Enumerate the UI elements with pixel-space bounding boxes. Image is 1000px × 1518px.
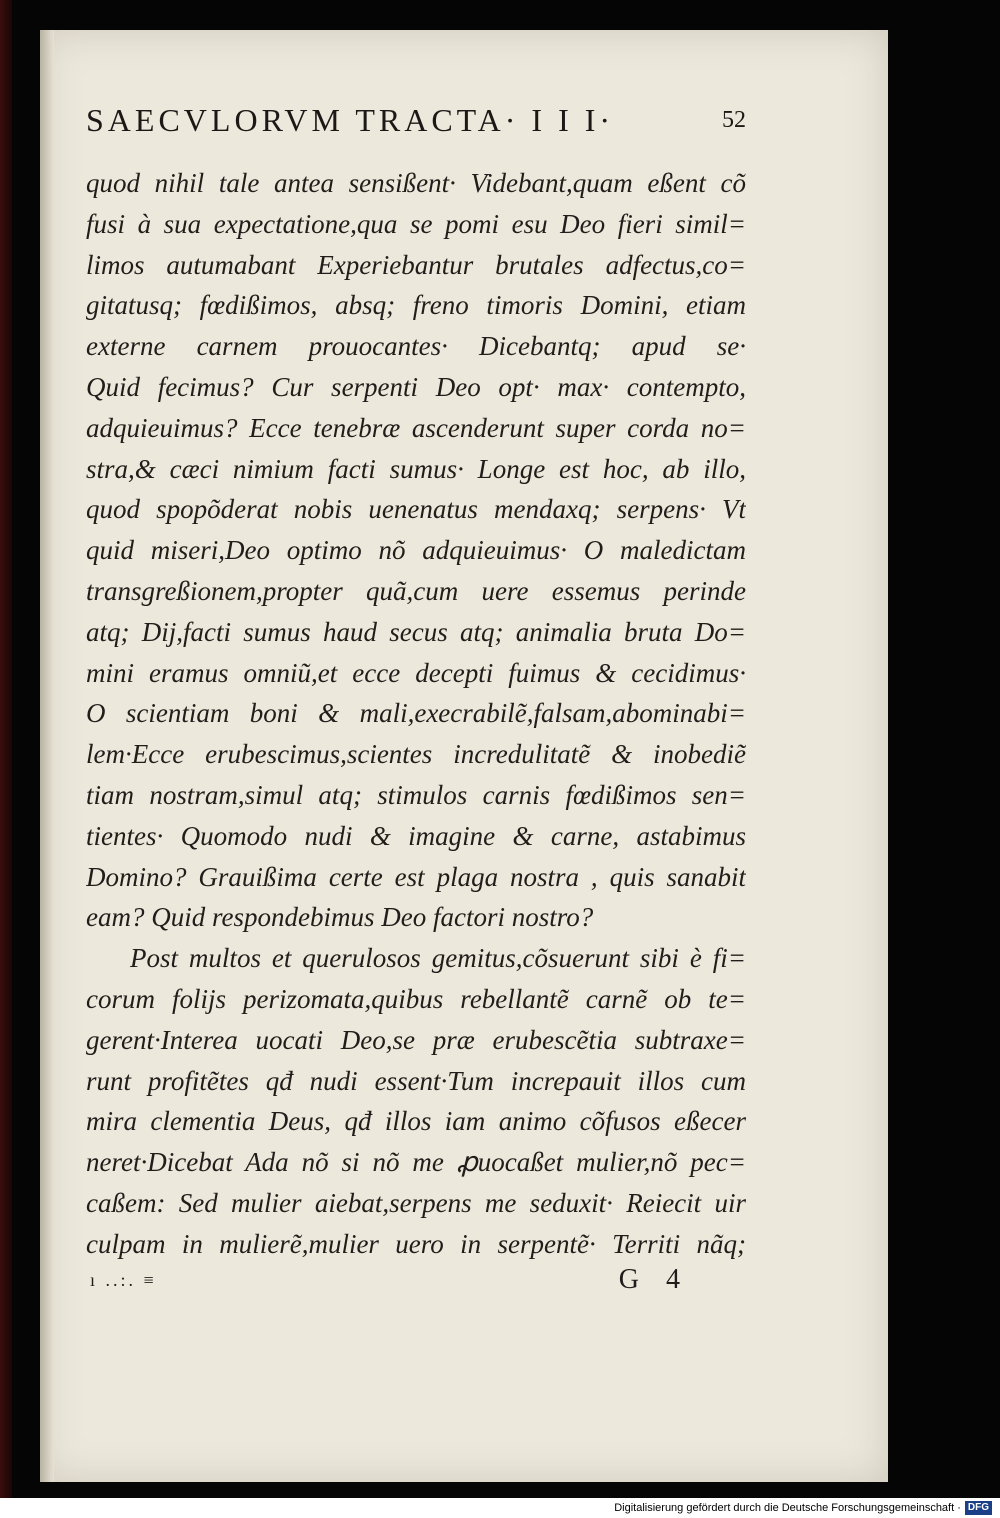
text-line: mira clementia Deus, qđ illos iam animo cõfusos eßecer xyxy=(86,1106,746,1137)
text-line: mini eramus omniũ,et ecce decepti fuimus & cecidimus· xyxy=(86,657,746,688)
text-line: fusi à sua expectatione,qua se pomi esu Deo fieri simil= xyxy=(86,208,746,239)
text-line: corum folijs perizomata,quibus rebellantẽ carnẽ ob te= xyxy=(86,983,746,1014)
text-line: neret·Dicebat Ada nõ si nõ me ꝓuocaßet mulier,nõ pec= xyxy=(86,1147,746,1178)
text-line: caßem: Sed mulier aiebat,serpens me seduxit· Reiecit uir xyxy=(86,1187,746,1218)
text-line: runt profitẽtes qđ nudi essent·Tum increpauit illos cum xyxy=(86,1065,746,1096)
book-page xyxy=(40,30,888,1482)
text-line: quid miseri,Deo optimo nõ adquieuimus· O maledictam xyxy=(86,535,746,566)
funding-credit: Digitalisierung gefördert durch die Deutsche Forschungsgemeinschaft · xyxy=(614,1502,961,1514)
running-head xyxy=(86,90,746,150)
page-footer xyxy=(90,1262,690,1298)
folio-number: 52 xyxy=(722,106,746,133)
signature-mark: G 4 xyxy=(618,1264,690,1295)
text-line: tiam nostram,simul atq; stimulos carnis fœdißimos sen= xyxy=(86,779,746,810)
book-binding-edge xyxy=(0,0,12,1498)
text-line-paragraph-start: Post multos et querulosos gemitus,cõsuerunt sibi è fi= xyxy=(130,943,746,974)
text-line: quod nihil tale antea sensißent· Videbant,quam eßent cõ xyxy=(86,168,746,198)
dfg-logo-icon: DFG xyxy=(965,1501,992,1515)
text-line: quod spopõderat nobis uenenatus mendaxq; serpens· Vt xyxy=(86,494,746,525)
text-line: Domino? Grauißima certe est plaga nostra , quis sanabit xyxy=(86,861,746,892)
text-line: adquieuimus? Ecce tenebræ ascenderunt super corda no= xyxy=(86,412,746,443)
text-line: gitatusq; fœdißimos, absq; freno timoris Domini, etiam xyxy=(86,290,746,321)
running-head-title: SAECVLORVM TRACTA· I I I· xyxy=(86,101,615,138)
text-line: culpam in mulierẽ,mulier uero in serpentẽ· Territi nãq; xyxy=(86,1228,746,1259)
text-line: atq; Dij,facti sumus haud secus atq; animalia bruta Do= xyxy=(86,616,746,647)
body-text xyxy=(86,163,746,1265)
text-line: eam? Quid respondebimus Deo factori nostro? xyxy=(86,902,594,933)
text-line: Quid fecimus? Cur serpenti Deo opt· max· contempto, xyxy=(86,371,746,402)
text-line: tientes· Quomodo nudi & imagine & carne, astabimus xyxy=(86,820,746,851)
text-line: O scientiam boni & mali,execrabilẽ,falsam,abominabi= xyxy=(86,698,746,729)
text-line: lem·Ecce erubescimus,scientes incredulitatẽ & inobediẽ xyxy=(86,739,746,770)
catchword-marks: ı ..:. ≡ xyxy=(90,1269,157,1290)
text-line: externe carnem prouocantes· Dicebantq; apud se· xyxy=(86,331,746,362)
text-line: limos autumabant Experiebantur brutales adfectus,co= xyxy=(86,249,746,280)
page-gutter-shadow xyxy=(40,30,54,1482)
text-line: transgreßionem,propter quã,cum uere essemus perinde xyxy=(86,575,746,606)
text-line: gerent·Interea uocati Deo,se præ erubescẽtia subtraxe= xyxy=(86,1024,746,1055)
credit-bar xyxy=(0,1498,1000,1518)
text-line: stra,& cæci nimium facti sumus· Longe est hoc, ab illo, xyxy=(86,453,746,484)
